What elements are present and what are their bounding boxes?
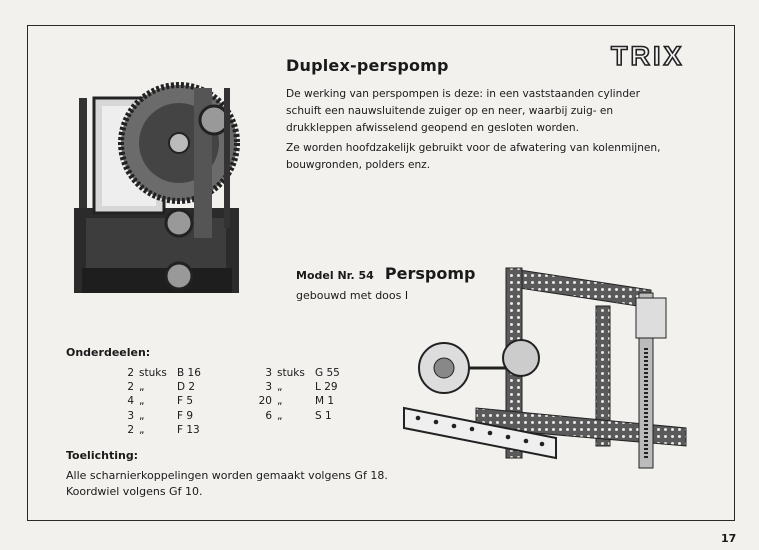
part-quantity: 2 (127, 381, 134, 394)
part-code: S 1 (315, 409, 332, 422)
parts-row (112, 366, 217, 380)
part-unit: „ (139, 423, 145, 436)
parts-row (112, 394, 217, 408)
part-quantity: 3 (265, 367, 272, 379)
parts-row (250, 366, 355, 380)
perspomp-model-drawing (396, 258, 696, 486)
duplex-pump-photo (64, 58, 250, 298)
trix-logo: TRIX (611, 41, 685, 71)
part-code: F 13 (177, 423, 200, 436)
part-code: F 5 (177, 395, 194, 408)
part-quantity: 20 (258, 395, 272, 408)
parts-row (112, 409, 217, 423)
part-unit: „ (139, 395, 145, 408)
parts-row (250, 380, 355, 394)
part-unit: „ (277, 409, 283, 422)
part-code: D 2 (177, 381, 196, 394)
model-built-with: gebouwd met doos I (296, 289, 409, 302)
model-number: Model Nr. 54 (296, 269, 374, 282)
part-quantity: 3 (265, 381, 272, 394)
part-code: M 1 (315, 395, 335, 408)
part-code: G 55 (315, 367, 340, 379)
part-unit: „ (139, 381, 145, 394)
parts-row (112, 423, 217, 437)
part-unit: stuks (277, 367, 305, 379)
part-quantity: 6 (265, 409, 272, 422)
part-quantity: 3 (127, 409, 134, 422)
note-line-2: Koordwiel volgens Gf 10. (66, 485, 203, 498)
part-quantity: 2 (127, 367, 134, 379)
part-unit: „ (139, 409, 145, 422)
part-unit: „ (277, 395, 283, 408)
part-unit: stuks (139, 367, 167, 379)
parts-list-left (112, 366, 217, 437)
page-title: Duplex-perspomp (286, 56, 449, 75)
parts-row (112, 380, 217, 394)
parts-heading: Onderdeelen: (66, 346, 151, 359)
description-paragraph-2: Ze worden hoofdzakelijk gebruikt voor de afwatering van kolenmijnen, bouwgronden, polders enz. (286, 142, 661, 171)
part-code: B 16 (177, 367, 201, 379)
note-line-1: Alle scharnierkoppelingen worden gemaakt volgens Gf 18. (66, 469, 388, 482)
parts-list-right (250, 366, 355, 423)
parts-row (250, 409, 355, 423)
page-number: 17 (721, 532, 737, 545)
part-code: F 9 (177, 409, 194, 422)
parts-row (250, 394, 355, 408)
part-quantity: 4 (127, 395, 134, 408)
description-paragraph-1: De werking van perspompen is deze: in een vaststaanden cylinder schuift een nauwsluitende zuiger op en neer, waarbij zuig- en drukkleppen afwisselend geopend en gesloten worden. (286, 88, 640, 134)
model-name: Perspomp (384, 264, 476, 283)
part-quantity: 2 (127, 423, 134, 436)
part-code: L 29 (315, 381, 338, 394)
part-unit: „ (277, 381, 283, 394)
notes-heading: Toelichting: (66, 449, 139, 462)
